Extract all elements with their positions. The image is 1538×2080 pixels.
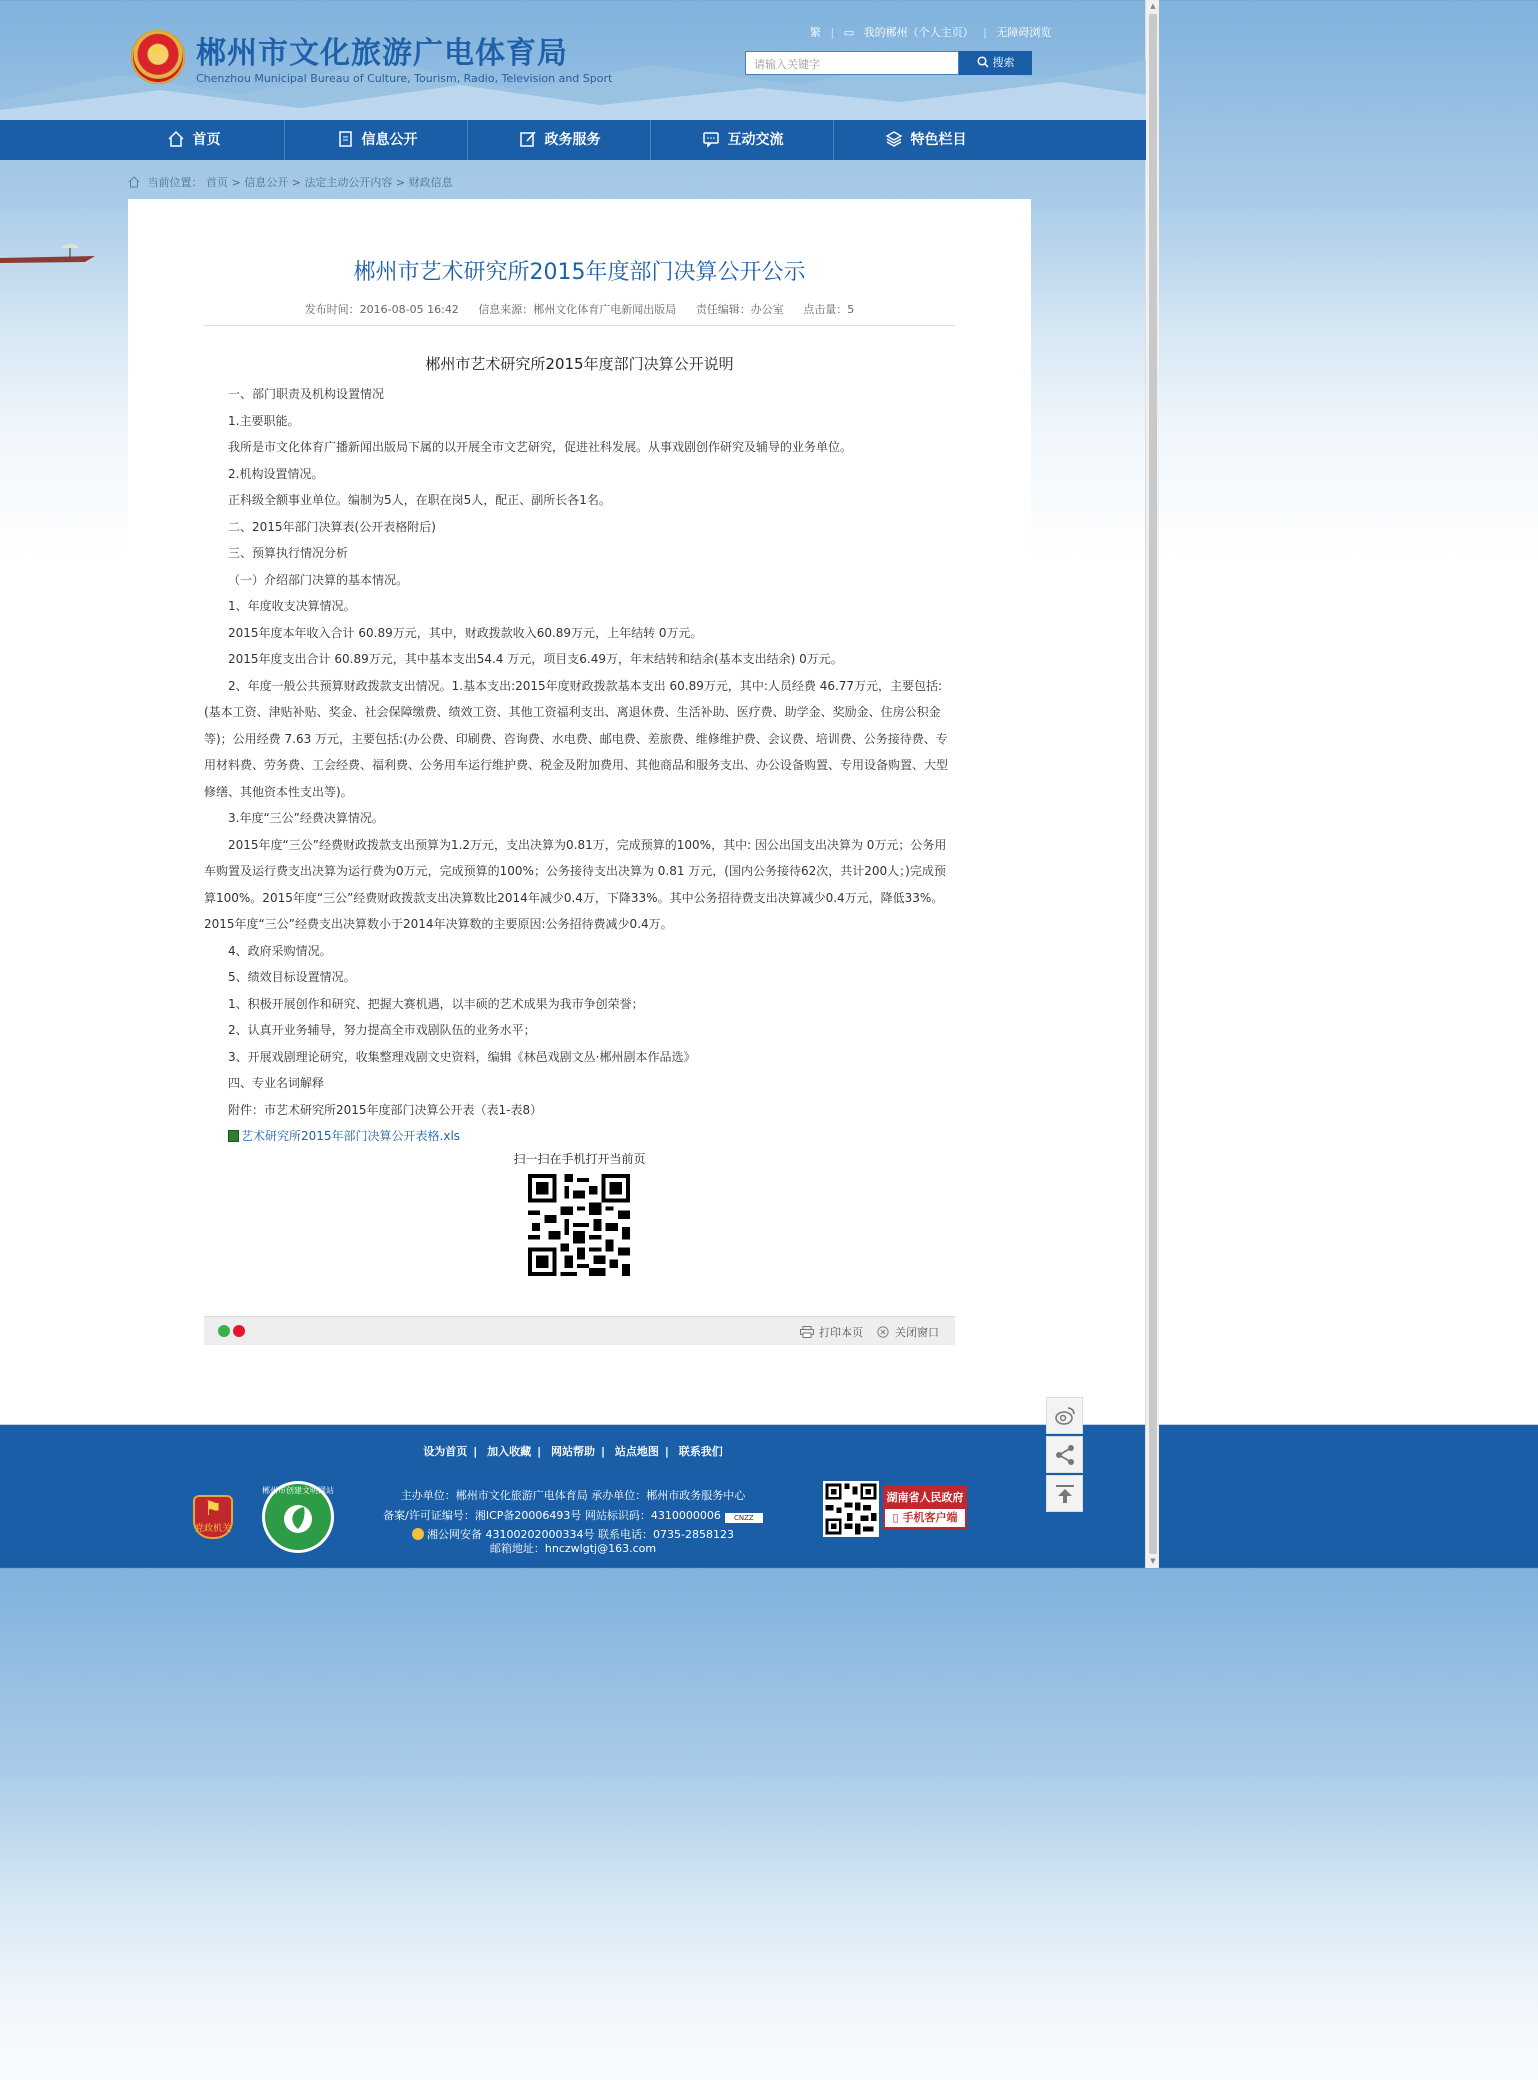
paragraph: 二、2015年部门决算表(公开表格附后)	[228, 519, 436, 534]
paragraph: 3.年度“三公”经费决算情况。	[228, 811, 384, 825]
traditional-chinese-link[interactable]: 繁	[810, 26, 821, 39]
excel-file-icon	[228, 1130, 239, 1142]
cnzz-icon[interactable]: CNZZ	[725, 1513, 763, 1523]
click-count: 点击量：5	[803, 303, 855, 316]
site-header	[0, 0, 1146, 120]
breadcrumb-mandatory[interactable]: 法定主动公开内容	[304, 176, 393, 189]
boat-decoration	[0, 236, 100, 266]
breadcrumb-home[interactable]: 首页	[206, 176, 228, 189]
paragraph: 2015年度本年收入合计 60.89万元，其中，财政拨款收入60.89万元，上年结转 0万元。	[228, 625, 703, 640]
national-emblem-icon: ★	[131, 30, 185, 84]
paragraph: 1.主要职能。	[228, 413, 300, 428]
page-scrollbar[interactable]	[1145, 0, 1159, 1568]
breadcrumb-label: 当前位置：	[147, 176, 203, 189]
info-source: 信息来源：郴州文化体育广电新闻出版局	[478, 303, 677, 316]
article-card	[128, 199, 1031, 1394]
qr-label: 扫一扫在手机打开当前页	[513, 1152, 646, 1166]
paragraph: 2015年度支出合计 60.89万元，其中基本支出54.4 万元，项目支6.49万，年末结转和结余(基本支出结余) 0万元。	[228, 652, 843, 666]
nav-info-disclosure[interactable]	[285, 120, 468, 160]
party-government-badge-icon[interactable]: ⚑ 党政机关	[193, 1495, 233, 1539]
paragraph: 四、专业名词解释	[228, 1076, 325, 1090]
share-icons	[218, 1325, 245, 1340]
badge2-text: 郴州市创建文明网站	[262, 1486, 334, 1495]
document-icon	[336, 130, 354, 148]
paragraph: 正科级全额事业单位。编制为5人，在职在岗5人，配正、副所长各1名。	[228, 493, 611, 507]
paragraph: （一）介绍部门决算的基本情况。	[228, 572, 409, 587]
home-icon	[128, 176, 140, 188]
print-button[interactable]	[800, 1324, 863, 1340]
footer-icp	[0, 1507, 1146, 1523]
top-links: 繁 | ▭ 我的郴州（个人主页） | 无障碍浏览	[810, 26, 1052, 39]
close-label: 关闭窗口	[895, 1326, 939, 1339]
layers-icon	[885, 130, 903, 148]
paragraph: 2、年度一般公共预算财政拨款支出情况。1.基本支出:2015年度财政拨款基本支出 60.89万元，其中:人员经费 46.77万元，主要包括:(基本工资、津贴补贴、奖金、社会保障缴费、绩效工资、其他工资福利支出、离退休费、生活补助、医疗费、助学金、奖励金、住房公积金等)；公用经费 7.63 万元，主要包括:(办公费、印刷费、咨询费、水电费、邮电费、差旅费、维修维护费、会议费、培训费、公务接待费、专用材料费、劳务费、工会经费、福利费、公务用车运行维护费、税金及附加费用、其他商品和服务支出、办公设备购置、专用设备购置、大型修缮、其他资本性支出等)。	[204, 678, 949, 799]
paragraph: 2.机构设置情况。	[228, 466, 324, 481]
civilized-site-badge-icon[interactable]	[262, 1481, 334, 1553]
search-button[interactable]	[959, 51, 1032, 75]
breadcrumb-info[interactable]: 信息公开	[244, 176, 289, 189]
gov-badge-subtitle	[885, 1509, 965, 1527]
nav-interaction[interactable]	[651, 120, 834, 160]
title-divider	[204, 325, 955, 326]
article-subtitle: 郴州市艺术研究所2015年度部门决算公开说明	[425, 355, 734, 373]
icp-text[interactable]: 备案/许可证编号：湘ICP备20006493号 网站标识码：4310000006	[383, 1509, 721, 1522]
scroll-up-arrow-icon[interactable]: ▲	[1150, 2, 1156, 10]
article-meta	[128, 301, 1031, 317]
accessibility-link[interactable]: 无障碍浏览	[996, 26, 1052, 39]
paragraph: 我所是市文化体育广播新闻出版局下属的以开展全市文艺研究，促进社科发展。从事戏剧创作研究及辅导的业务单位。	[228, 440, 853, 454]
search-button-label: 搜索	[992, 56, 1015, 69]
paragraph: 2、认真开业务辅导，努力提高全市戏剧队伍的业务水平；	[228, 1023, 536, 1037]
footer-add-favorite[interactable]: 加入收藏	[487, 1445, 532, 1458]
site-subtitle: Chenzhou Municipal Bureau of Culture, Tourism, Radio, Television and Sport	[196, 72, 613, 85]
monitor-icon: ▭	[843, 26, 855, 39]
police-badge-icon	[412, 1528, 424, 1540]
paragraph: 1、积极开展创作和研究、把握大赛机遇，以丰硕的艺术成果为我市争创荣誉；	[228, 996, 644, 1011]
chat-icon	[702, 130, 720, 148]
paragraph: 三、预算执行情况分析	[228, 546, 349, 560]
close-icon	[876, 1326, 890, 1338]
search-input[interactable]: 请输入关键字	[745, 51, 959, 75]
nav-services-label: 政务服务	[544, 132, 601, 148]
phone-icon: ▯	[892, 1511, 899, 1524]
home-icon	[167, 130, 185, 148]
footer-email: 邮箱地址：hnczwlgtj@163.com	[489, 1542, 657, 1555]
paragraph: 2015年度“三公”经费财政拨款支出预算为1.2万元，支出决算为0.81万，完成预算的100%，其中: 因公出国支出决算为 0万元；公务用车购置及运行费支出决算为运行费为0万元，完成预算的100%；公务接待支出决算为 0.81 万元，(国内公务接待62次，共计200人；)完成预算100%。2015年度“三公”经费财政拨款支出决算数比2014年减少0.4万，下降33%。其中公务招待费支出决算减少0.4万元，降低33%。2015年度“三公”经费支出决算数小于2014年决算数的主要原因:公务招待费减少0.4万。	[204, 837, 947, 931]
gov-badge-subtitle-text: 手机客户端	[902, 1511, 958, 1524]
footer-contact[interactable]: 联系我们	[678, 1445, 723, 1458]
footer-set-homepage[interactable]: 设为首页	[423, 1445, 468, 1458]
article-body	[204, 381, 955, 1150]
site-title[interactable]: 郴州市文化旅游广电体育局	[196, 36, 568, 71]
search-icon	[977, 56, 989, 68]
footer-sitemap[interactable]: 站点地图	[614, 1445, 659, 1458]
publish-time: 发布时间：2016-08-05 16:42	[304, 303, 459, 316]
footer-sponsor: 主办单位：郴州市文化旅游广电体育局 承办单位：郴州市政务服务中心	[400, 1489, 746, 1502]
nav-featured[interactable]	[834, 120, 1017, 160]
scroll-thumb[interactable]	[1149, 14, 1157, 1554]
paragraph: 3、开展戏剧理论研究，收集整理戏剧文史资料，编辑《林邑戏剧文丛·郴州剧本作品选》	[228, 1049, 696, 1064]
gov-badge-title: 湖南省人民政府	[885, 1487, 965, 1509]
nav-home[interactable]	[102, 120, 285, 160]
article-title: 郴州市艺术研究所2015年度部门决算公开公示	[353, 260, 806, 285]
my-chenzhou-link[interactable]: 我的郴州（个人主页）	[863, 26, 974, 39]
close-window-button[interactable]	[876, 1324, 939, 1340]
badge1-text: 党政机关	[194, 1524, 231, 1534]
breadcrumb-finance[interactable]: 财政信息	[408, 176, 453, 189]
site-footer	[0, 1425, 1146, 1568]
paragraph: 附件：市艺术研究所2015年度部门决算公开表（表1-表8）	[228, 1102, 543, 1117]
attachment-row	[204, 1123, 955, 1150]
footer-links: 设为首页 | 加入收藏 | 网站帮助 | 站点地图 | 联系我们	[423, 1445, 723, 1458]
police-text[interactable]: 湘公网安备 43100202000334号 联系电话：0735-2858123	[427, 1528, 734, 1541]
qr-code-icon	[528, 1174, 630, 1276]
nav-info-label: 信息公开	[361, 132, 418, 148]
nav-interaction-label: 互动交流	[727, 132, 784, 148]
print-label: 打印本页	[819, 1326, 863, 1339]
share-bar	[204, 1316, 955, 1345]
nav-gov-services[interactable]	[468, 120, 651, 160]
footer-qr-code-icon	[823, 1481, 879, 1537]
paragraph: 1、年度收支决算情况。	[228, 599, 356, 613]
attachment-link[interactable]: 艺术研究所2015年部门决算公开表格.xls	[241, 1129, 461, 1143]
weibo-icon[interactable]	[233, 1325, 245, 1337]
paragraph: 一、部门职责及机构设置情况	[228, 387, 385, 401]
scroll-down-arrow-icon[interactable]: ▼	[1150, 1557, 1156, 1565]
footer-help[interactable]: 网站帮助	[551, 1445, 595, 1458]
breadcrumb: 当前位置： 首页 > 信息公开 > 法定主动公开内容 > 财政信息	[128, 174, 453, 190]
wechat-icon[interactable]	[218, 1325, 230, 1337]
nav-featured-label: 特色栏目	[910, 132, 967, 148]
editor: 责任编辑：办公室	[695, 303, 784, 316]
edit-icon	[519, 130, 537, 148]
main-nav	[0, 120, 1146, 160]
printer-icon	[800, 1326, 814, 1338]
paragraph: 4、政府采购情况。	[228, 943, 332, 958]
nav-home-label: 首页	[192, 132, 221, 148]
paragraph: 5、绩效目标设置情况。	[228, 970, 356, 984]
hunan-gov-app-badge[interactable]	[883, 1485, 967, 1529]
